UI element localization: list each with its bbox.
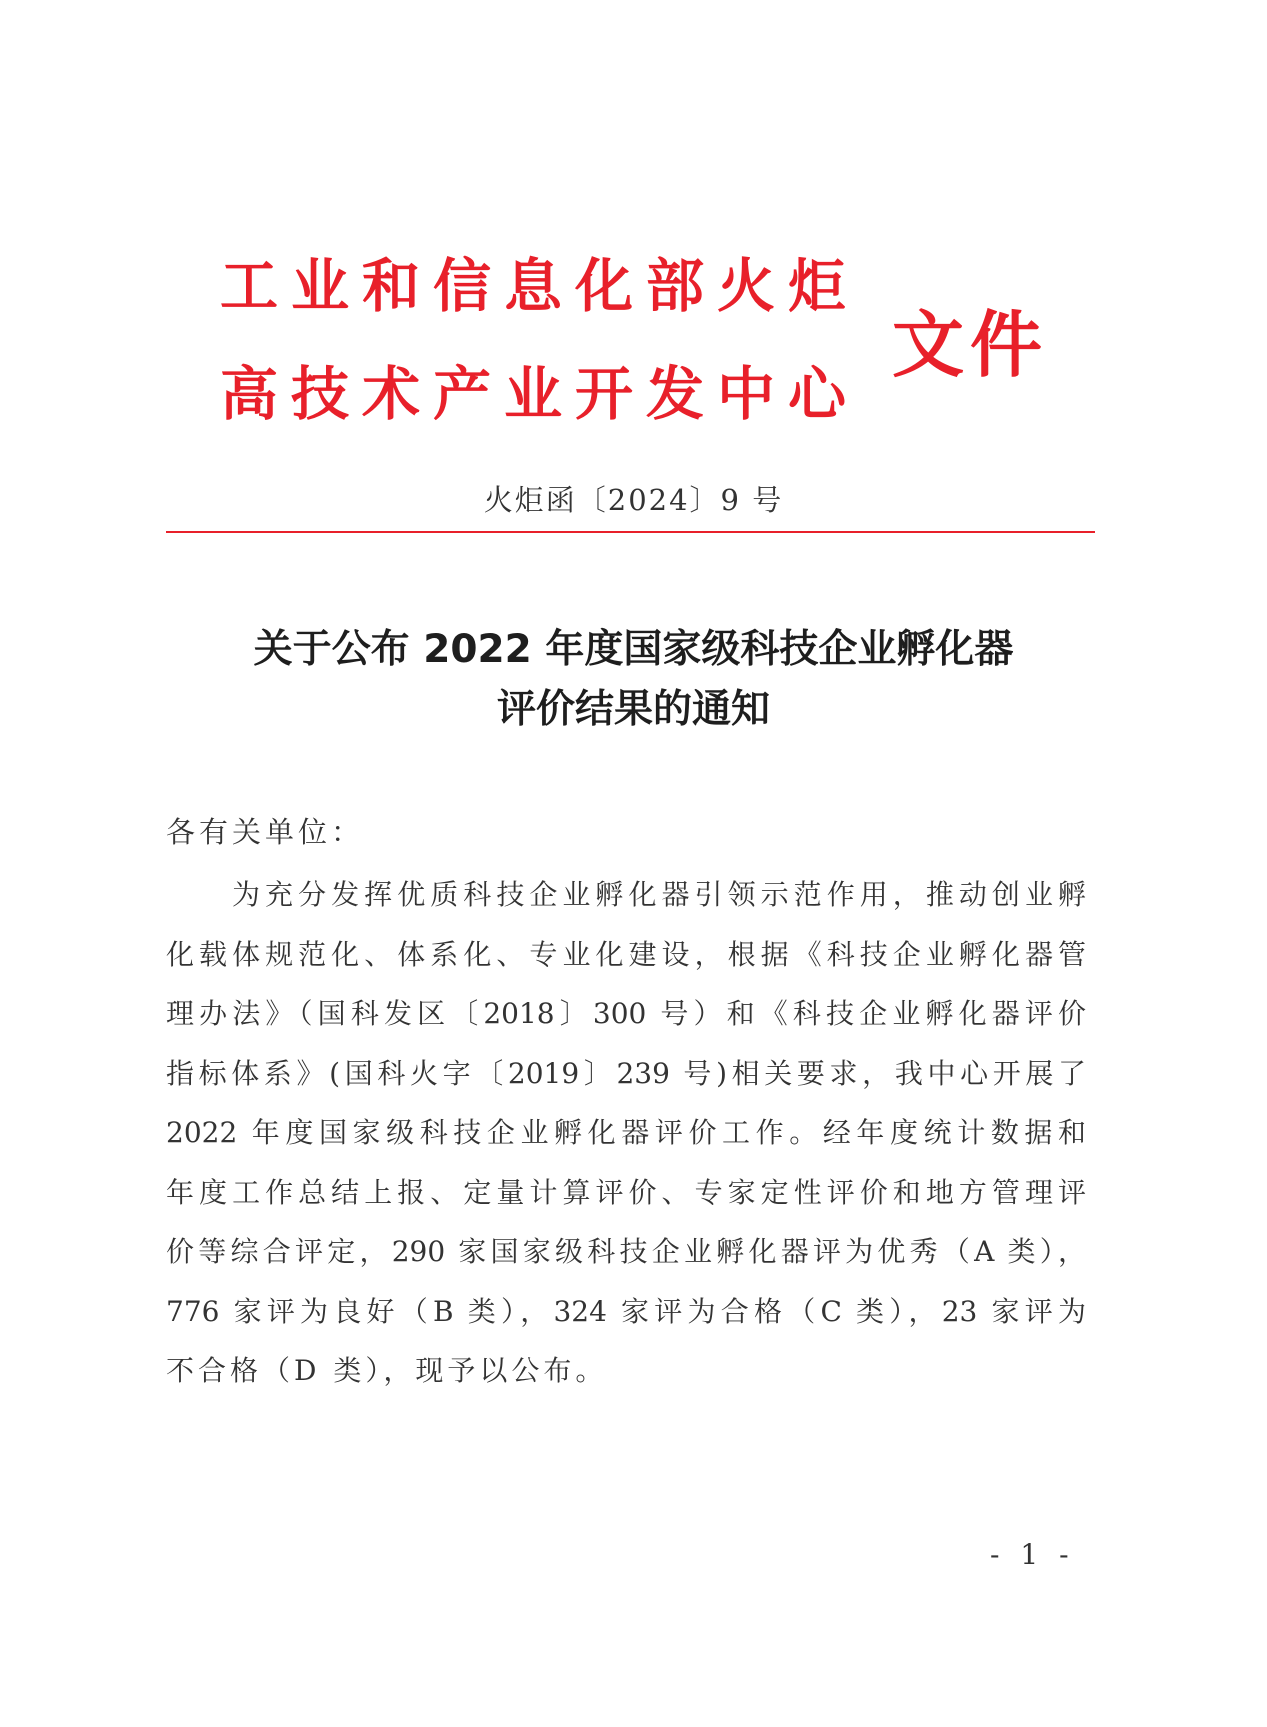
body-line: 年度工作总结上报、定量计算评价、专家定性评价和地方管理评	[166, 1175, 1086, 1209]
body-line: 理办法》（国科发区〔2018〕300 号）和《科技企业孵化器评价	[166, 997, 1086, 1030]
body-line: 776 家评为良好（B 类），324 家评为合格（C 类），23 家评为	[166, 1294, 1086, 1328]
body-line: 为充分发挥优质科技企业孵化器引领示范作用，推动创业孵	[232, 878, 1086, 911]
title-line-1: 关于公布 2022 年度国家级科技企业孵化器	[253, 627, 1014, 672]
document-type-word: 文件	[892, 302, 1049, 387]
title-line-2: 评价结果的通知	[496, 687, 770, 732]
body-line: 价等综合评定，290 家国家级科技企业孵化器评为优秀（A 类），	[166, 1235, 1086, 1268]
letterhead	[220, 232, 1060, 432]
body-line: 2022 年度国家级科技企业孵化器评价工作。经年度统计数据和	[166, 1116, 1086, 1149]
org-name-line-1: 工业和信息化部火炬	[220, 252, 860, 320]
document-title	[100, 620, 1167, 740]
red-divider	[166, 531, 1095, 533]
page-number: - 1 -	[990, 1538, 1075, 1571]
body-text	[166, 865, 1086, 1401]
document-number: 火炬函〔2024〕9 号	[483, 483, 784, 517]
salutation: 各有关单位：	[166, 815, 365, 849]
body-line: 不合格（D 类），现予以公布。	[166, 1354, 608, 1387]
body-line: 指标体系》(国科火字〔2019〕239 号)相关要求，我中心开展了	[166, 1056, 1086, 1090]
org-name-line-2: 高技术产业开发中心	[220, 360, 860, 428]
body-line: 化载体规范化、体系化、专业化建设，根据《科技企业孵化器管	[166, 937, 1086, 971]
issuing-organization	[220, 232, 860, 448]
